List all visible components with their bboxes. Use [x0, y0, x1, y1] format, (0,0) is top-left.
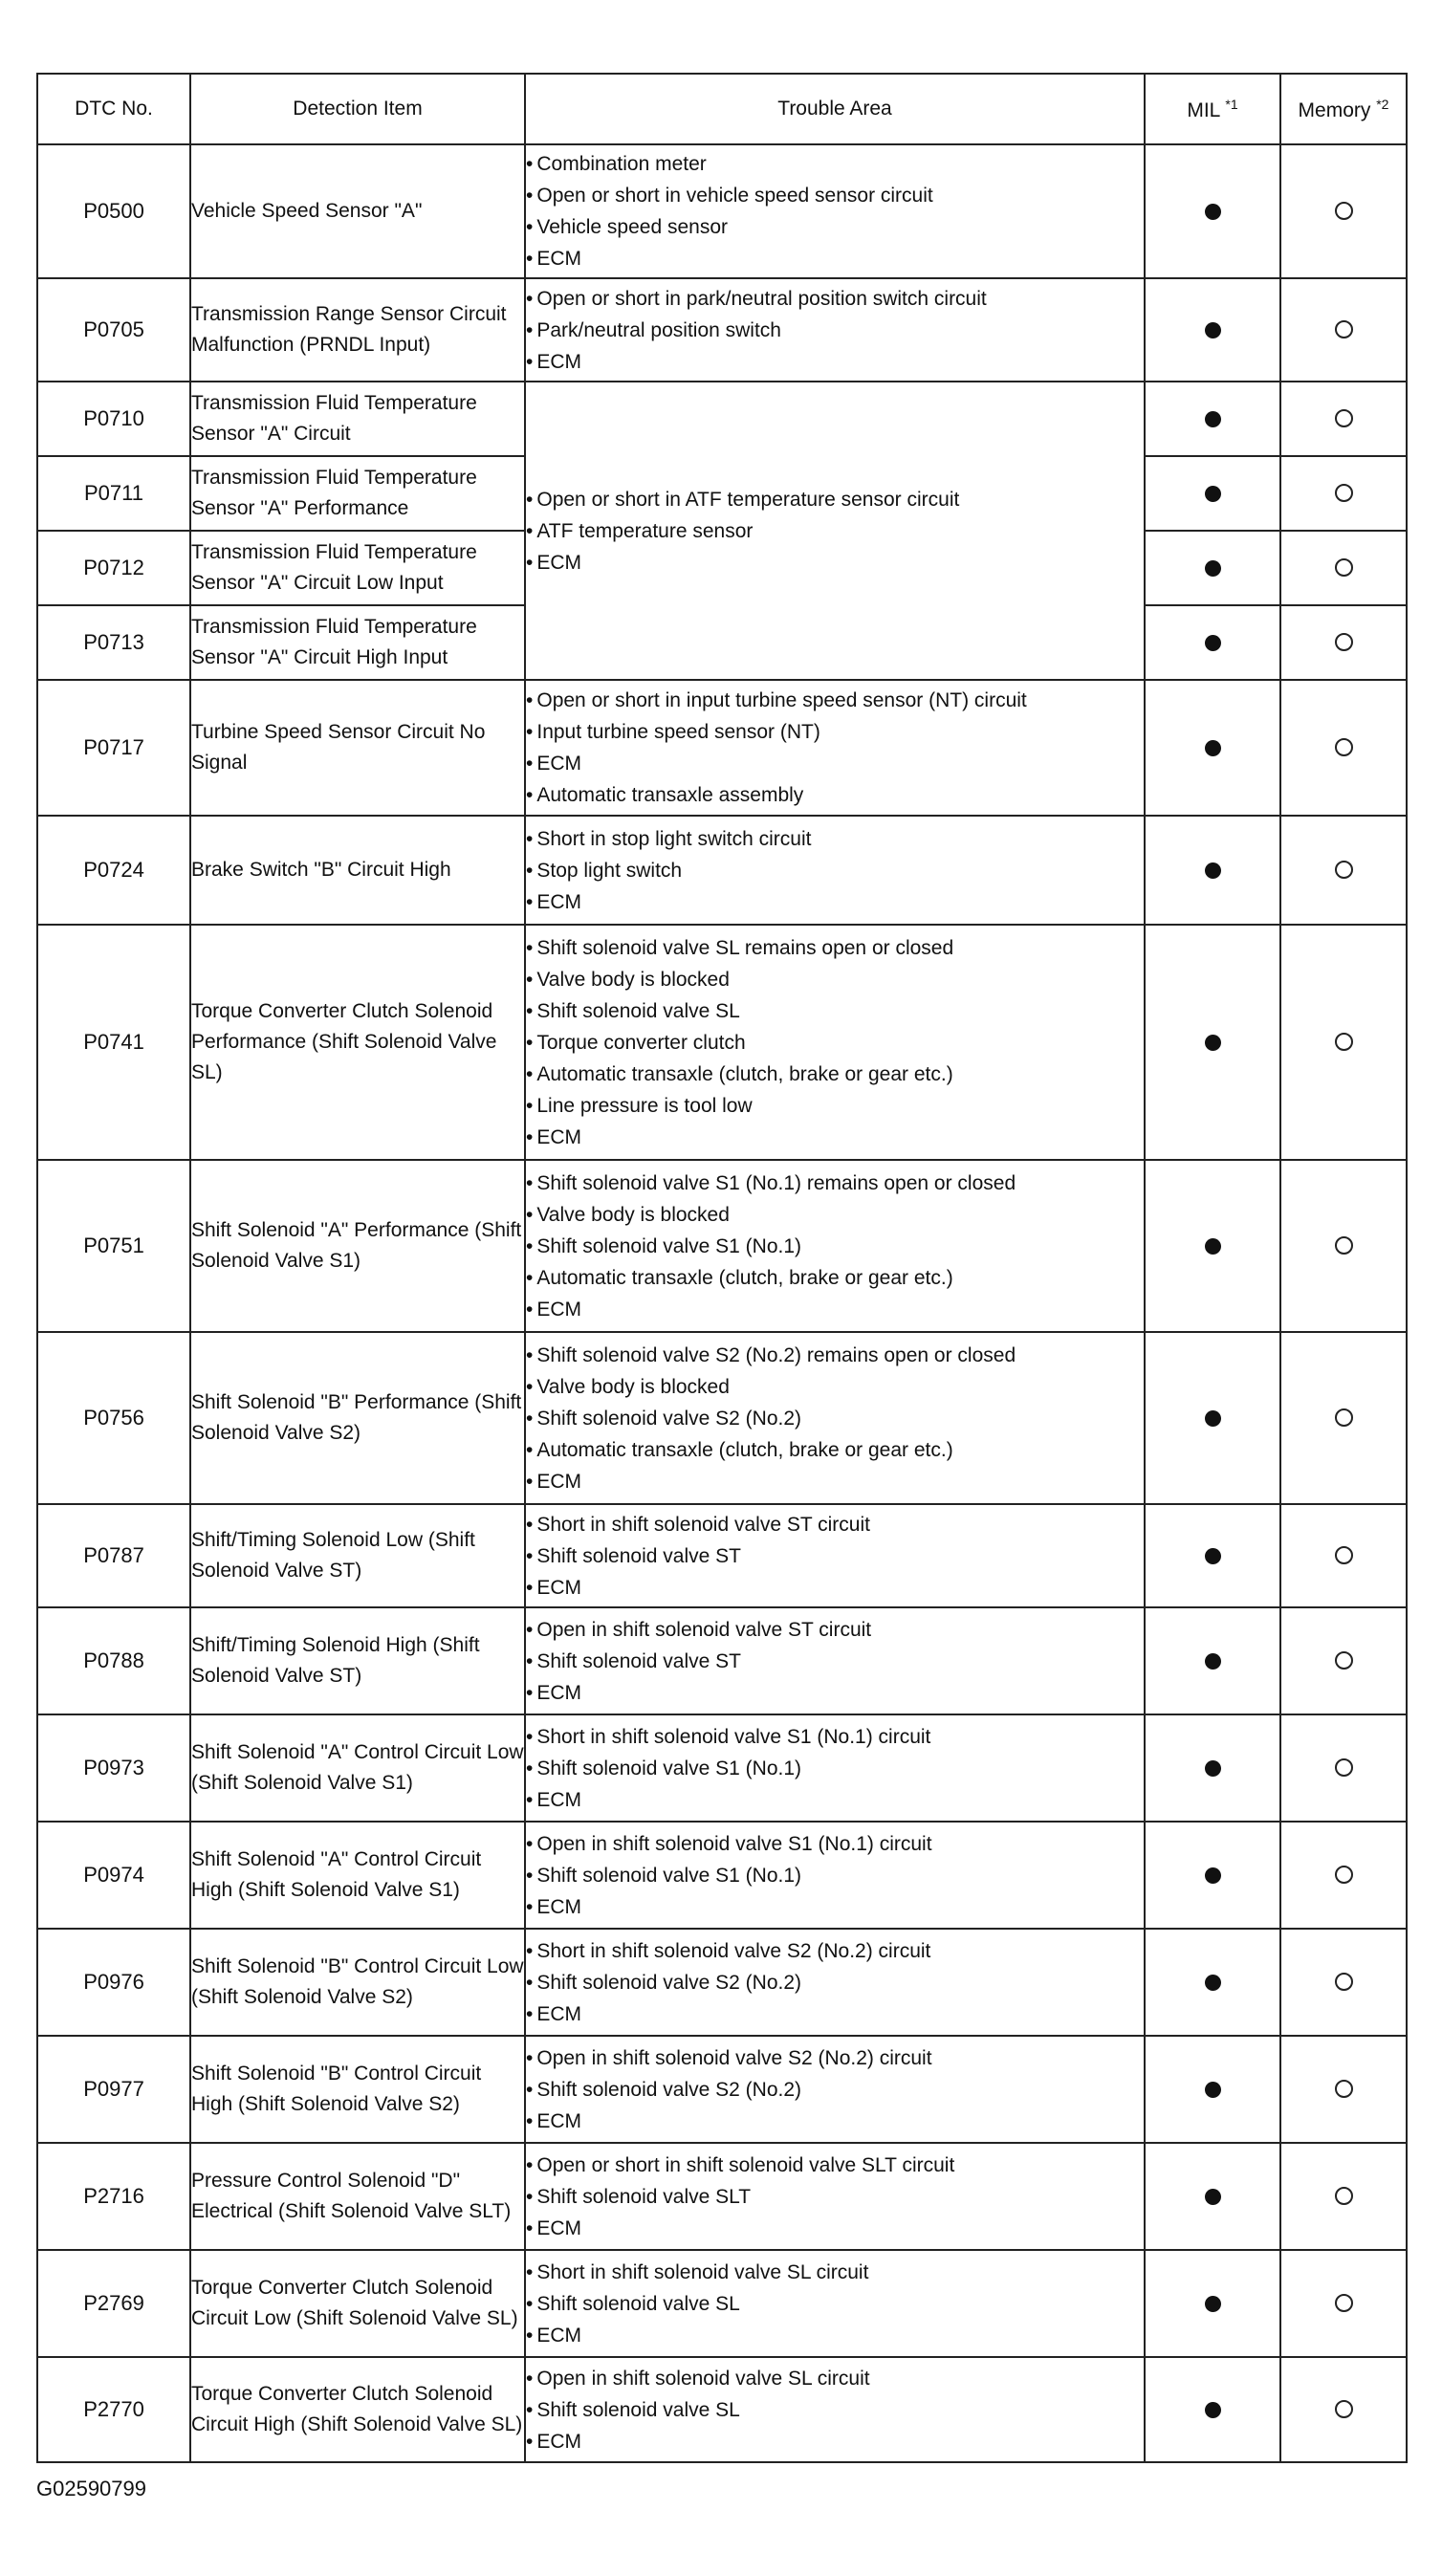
table-row — [37, 1929, 1407, 2036]
table-row — [37, 1332, 1407, 1504]
trouble-area-item: • Shift solenoid valve S1 (No.1) remains open or closed — [526, 1168, 1144, 1199]
detection-item: Pressure Control Solenoid "D" Electrical (Shift Solenoid Valve SLT) — [190, 2143, 525, 2250]
trouble-area-item: • Shift solenoid valve S1 (No.1) — [526, 1753, 1144, 1784]
memory-cell — [1280, 1714, 1407, 1822]
trouble-area-item: • Line pressure is tool low — [526, 1090, 1144, 1122]
trouble-area-item: • Open in shift solenoid valve SL circuit — [526, 2363, 1144, 2394]
mil-lit-icon — [1205, 204, 1221, 220]
trouble-area-item: • ECM — [526, 1294, 1144, 1325]
memory-stored-icon — [1335, 202, 1353, 220]
dtc-code: P0787 — [37, 1504, 190, 1607]
mil-lit-icon — [1205, 862, 1221, 879]
trouble-area-item: • Shift solenoid valve SLT — [526, 2181, 1144, 2213]
table-row — [37, 816, 1407, 925]
trouble-area-item: • Short in shift solenoid valve S1 (No.1) circuit — [526, 1721, 1144, 1753]
mil-cell — [1145, 1607, 1280, 1714]
mil-lit-icon — [1205, 1410, 1221, 1427]
table-row — [37, 2357, 1407, 2462]
mil-lit-icon — [1205, 2402, 1221, 2418]
trouble-area-item: • ECM — [526, 886, 1144, 918]
memory-stored-icon — [1335, 409, 1353, 427]
detection-item: Vehicle Speed Sensor "A" — [190, 144, 525, 278]
dtc-code: P0976 — [37, 1929, 190, 2036]
trouble-area-item: • Shift solenoid valve S2 (No.2) — [526, 1967, 1144, 1998]
trouble-area — [525, 2143, 1145, 2250]
trouble-area — [525, 2357, 1145, 2462]
detection-item: Shift Solenoid "B" Control Circuit High (Shift Solenoid Valve S2) — [190, 2036, 525, 2143]
memory-stored-icon — [1335, 1236, 1353, 1255]
trouble-area-item: • Open in shift solenoid valve S2 (No.2) circuit — [526, 2042, 1144, 2074]
mil-cell — [1145, 1160, 1280, 1332]
memory-footnote-marker: *2 — [1376, 96, 1389, 112]
detection-item: Shift/Timing Solenoid Low (Shift Solenoid Valve ST) — [190, 1504, 525, 1607]
memory-stored-icon — [1335, 1651, 1353, 1670]
header-memory: Memory $^{*2}$ — [1280, 74, 1407, 144]
detection-item: Shift Solenoid "B" Performance (Shift Solenoid Valve S2) — [190, 1332, 525, 1504]
mil-cell — [1145, 531, 1280, 605]
trouble-area-item: • ECM — [526, 2320, 1144, 2351]
trouble-area-item: • Shift solenoid valve S2 (No.2) — [526, 1403, 1144, 1434]
trouble-area — [525, 1607, 1145, 1714]
memory-stored-icon — [1335, 1546, 1353, 1564]
memory-stored-icon — [1335, 633, 1353, 651]
trouble-area-item: • Valve body is blocked — [526, 1199, 1144, 1231]
table-row — [37, 1607, 1407, 1714]
table-row — [37, 1822, 1407, 1929]
trouble-area-item: • Short in shift solenoid valve S2 (No.2) circuit — [526, 1935, 1144, 1967]
trouble-area-item: • Open or short in input turbine speed sensor (NT) circuit — [526, 685, 1144, 716]
memory-cell — [1280, 605, 1407, 680]
trouble-area-item: • ECM — [526, 1891, 1144, 1923]
trouble-area — [525, 680, 1145, 816]
trouble-area-item: • ECM — [526, 243, 1144, 274]
dtc-code: P0756 — [37, 1332, 190, 1504]
memory-stored-icon — [1335, 2294, 1353, 2312]
dtc-code: P0751 — [37, 1160, 190, 1332]
trouble-area-item: • Park/neutral position switch — [526, 315, 1144, 346]
mil-cell — [1145, 456, 1280, 531]
memory-cell — [1280, 2250, 1407, 2357]
trouble-area-item: • Shift solenoid valve S2 (No.2) — [526, 2074, 1144, 2106]
trouble-area-item: • Vehicle speed sensor — [526, 211, 1144, 243]
mil-lit-icon — [1205, 1975, 1221, 1991]
trouble-area-item: • Shift solenoid valve S1 (No.1) — [526, 1860, 1144, 1891]
header-detection-item: Detection Item — [190, 74, 525, 144]
trouble-area-item: • Shift solenoid valve ST — [526, 1540, 1144, 1572]
mil-lit-icon — [1205, 2189, 1221, 2205]
dtc-code: P2770 — [37, 2357, 190, 2462]
dtc-code: P0977 — [37, 2036, 190, 2143]
mil-lit-icon — [1205, 411, 1221, 427]
table-row — [37, 144, 1407, 278]
trouble-area-item: • Automatic transaxle (clutch, brake or gear etc.) — [526, 1262, 1144, 1294]
mil-lit-icon — [1205, 2296, 1221, 2312]
trouble-area — [525, 2250, 1145, 2357]
mil-lit-icon — [1205, 635, 1221, 651]
trouble-area — [525, 1929, 1145, 2036]
trouble-area-item: • ECM — [526, 547, 1144, 579]
mil-cell — [1145, 1332, 1280, 1504]
memory-stored-icon — [1335, 1033, 1353, 1051]
trouble-area-item: • Combination meter — [526, 148, 1144, 180]
memory-cell — [1280, 382, 1407, 456]
mil-cell — [1145, 1822, 1280, 1929]
memory-stored-icon — [1335, 2187, 1353, 2205]
trouble-area-item: • Shift solenoid valve S1 (No.1) — [526, 1231, 1144, 1262]
mil-lit-icon — [1205, 322, 1221, 338]
trouble-area-item: • ECM — [526, 1572, 1144, 1604]
memory-stored-icon — [1335, 484, 1353, 502]
trouble-area-item: • Automatic transaxle (clutch, brake or gear etc.) — [526, 1059, 1144, 1090]
header-mil: MIL $^{*1}$ — [1145, 74, 1280, 144]
dtc-code: P0974 — [37, 1822, 190, 1929]
dtc-code: P0500 — [37, 144, 190, 278]
detection-item: Transmission Fluid Temperature Sensor "A" Circuit — [190, 382, 525, 456]
memory-stored-icon — [1335, 1758, 1353, 1777]
detection-item: Shift Solenoid "B" Control Circuit Low (Shift Solenoid Valve S2) — [190, 1929, 525, 2036]
memory-stored-icon — [1335, 1866, 1353, 1884]
header-trouble-area: Trouble Area — [525, 74, 1145, 144]
trouble-area — [525, 2036, 1145, 2143]
memory-cell — [1280, 1929, 1407, 2036]
dtc-code: P0788 — [37, 1607, 190, 1714]
table-row — [37, 1714, 1407, 1822]
mil-lit-icon — [1205, 1867, 1221, 1884]
trouble-area — [525, 1504, 1145, 1607]
trouble-area-item: • ECM — [526, 1998, 1144, 2030]
trouble-area — [525, 816, 1145, 925]
detection-item: Transmission Fluid Temperature Sensor "A" Performance — [190, 456, 525, 531]
detection-item: Torque Converter Clutch Solenoid Performance (Shift Solenoid Valve SL) — [190, 925, 525, 1160]
memory-cell — [1280, 1332, 1407, 1504]
trouble-area-item: • Open in shift solenoid valve S1 (No.1) circuit — [526, 1828, 1144, 1860]
memory-cell — [1280, 456, 1407, 531]
dtc-code: P0973 — [37, 1714, 190, 1822]
mil-cell — [1145, 2357, 1280, 2462]
memory-stored-icon — [1335, 558, 1353, 577]
table-row — [37, 680, 1407, 816]
trouble-area-item: • ECM — [526, 1784, 1144, 1816]
trouble-area-item: • ECM — [526, 1466, 1144, 1497]
table-body — [37, 144, 1407, 2462]
trouble-area-item: • Shift solenoid valve S2 (No.2) remains open or closed — [526, 1340, 1144, 1371]
mil-cell — [1145, 816, 1280, 925]
mil-lit-icon — [1205, 1760, 1221, 1777]
mil-lit-icon — [1205, 2082, 1221, 2098]
mil-cell — [1145, 1504, 1280, 1607]
trouble-area-item: • Open or short in ATF temperature sensor circuit — [526, 484, 1144, 515]
detection-item: Brake Switch "B" Circuit High — [190, 816, 525, 925]
trouble-area-item: • Open or short in shift solenoid valve SLT circuit — [526, 2150, 1144, 2181]
detection-item: Shift Solenoid "A" Control Circuit High (Shift Solenoid Valve S1) — [190, 1822, 525, 1929]
figure-id: G02590799 — [36, 2477, 146, 2500]
trouble-area — [525, 144, 1145, 278]
trouble-area-item: • ECM — [526, 2426, 1144, 2457]
memory-cell — [1280, 531, 1407, 605]
dtc-code: P0712 — [37, 531, 190, 605]
memory-stored-icon — [1335, 1408, 1353, 1427]
trouble-area — [525, 1332, 1145, 1504]
memory-cell — [1280, 278, 1407, 382]
trouble-area — [525, 1714, 1145, 1822]
detection-item: Shift/Timing Solenoid High (Shift Solenoid Valve ST) — [190, 1607, 525, 1714]
memory-stored-icon — [1335, 320, 1353, 338]
memory-cell — [1280, 2357, 1407, 2462]
trouble-area-item: • Input turbine speed sensor (NT) — [526, 716, 1144, 748]
trouble-area-item: • ECM — [526, 2106, 1144, 2137]
detection-item: Turbine Speed Sensor Circuit No Signal — [190, 680, 525, 816]
memory-stored-icon — [1335, 861, 1353, 879]
trouble-area-item: • ECM — [526, 748, 1144, 779]
table-row — [37, 2036, 1407, 2143]
mil-cell — [1145, 382, 1280, 456]
trouble-area-item: • ECM — [526, 2213, 1144, 2244]
table-row — [37, 925, 1407, 1160]
table-row — [37, 382, 1407, 456]
mil-cell — [1145, 1929, 1280, 2036]
trouble-area-item: • Short in shift solenoid valve ST circuit — [526, 1509, 1144, 1540]
memory-stored-icon — [1335, 2080, 1353, 2098]
trouble-area-item: • Stop light switch — [526, 855, 1144, 886]
mil-cell — [1145, 2036, 1280, 2143]
trouble-area-item: • Torque converter clutch — [526, 1027, 1144, 1059]
trouble-area-item: • Shift solenoid valve SL — [526, 995, 1144, 1027]
detection-item: Transmission Fluid Temperature Sensor "A" Circuit Low Input — [190, 531, 525, 605]
table-header-row — [37, 74, 1407, 144]
table-row — [37, 2250, 1407, 2357]
memory-cell — [1280, 144, 1407, 278]
detection-item: Transmission Fluid Temperature Sensor "A" Circuit High Input — [190, 605, 525, 680]
trouble-area — [525, 278, 1145, 382]
trouble-area — [525, 925, 1145, 1160]
mil-cell — [1145, 925, 1280, 1160]
mil-cell — [1145, 2250, 1280, 2357]
memory-cell — [1280, 1607, 1407, 1714]
memory-cell — [1280, 2143, 1407, 2250]
trouble-area-item: • Open or short in vehicle speed sensor circuit — [526, 180, 1144, 211]
memory-cell — [1280, 925, 1407, 1160]
dtc-code: P2769 — [37, 2250, 190, 2357]
detection-item: Shift Solenoid "A" Performance (Shift Solenoid Valve S1) — [190, 1160, 525, 1332]
header-dtc-no: DTC No. — [37, 74, 190, 144]
mil-lit-icon — [1205, 740, 1221, 756]
trouble-area-item: • Automatic transaxle assembly — [526, 779, 1144, 811]
dtc-code: P2716 — [37, 2143, 190, 2250]
trouble-area-item: • Open or short in park/neutral position switch circuit — [526, 283, 1144, 315]
detection-item: Transmission Range Sensor Circuit Malfunction (PRNDL Input) — [190, 278, 525, 382]
trouble-area-item: • Short in stop light switch circuit — [526, 823, 1144, 855]
memory-cell — [1280, 1160, 1407, 1332]
detection-item: Torque Converter Clutch Solenoid Circuit Low (Shift Solenoid Valve SL) — [190, 2250, 525, 2357]
memory-stored-icon — [1335, 2400, 1353, 2418]
trouble-area-item: • Valve body is blocked — [526, 1371, 1144, 1403]
trouble-area-item: • ATF temperature sensor — [526, 515, 1144, 547]
trouble-area — [525, 1822, 1145, 1929]
memory-cell — [1280, 680, 1407, 816]
dtc-code: P0724 — [37, 816, 190, 925]
trouble-area-item: • Valve body is blocked — [526, 964, 1144, 995]
detection-item: Shift Solenoid "A" Control Circuit Low (Shift Solenoid Valve S1) — [190, 1714, 525, 1822]
trouble-area-item: • Short in shift solenoid valve SL circuit — [526, 2257, 1144, 2288]
trouble-area — [525, 1160, 1145, 1332]
dtc-code: P0717 — [37, 680, 190, 816]
memory-cell — [1280, 1504, 1407, 1607]
trouble-area-item: • Open in shift solenoid valve ST circuit — [526, 1614, 1144, 1646]
mil-cell — [1145, 605, 1280, 680]
dtc-code: P0741 — [37, 925, 190, 1160]
dtc-code: P0710 — [37, 382, 190, 456]
trouble-area-item: • Shift solenoid valve SL remains open or closed — [526, 932, 1144, 964]
trouble-area-item: • ECM — [526, 1677, 1144, 1709]
mil-lit-icon — [1205, 1035, 1221, 1051]
mil-lit-icon — [1205, 1238, 1221, 1255]
table-row — [37, 278, 1407, 382]
table-row — [37, 1504, 1407, 1607]
mil-lit-icon — [1205, 1548, 1221, 1564]
mil-cell — [1145, 1714, 1280, 1822]
trouble-area-atf-group — [525, 382, 1145, 680]
detection-item: Torque Converter Clutch Solenoid Circuit High (Shift Solenoid Valve SL) — [190, 2357, 525, 2462]
memory-cell — [1280, 816, 1407, 925]
mil-cell — [1145, 2143, 1280, 2250]
dtc-code: P0711 — [37, 456, 190, 531]
trouble-area-item: • Shift solenoid valve SL — [526, 2288, 1144, 2320]
memory-stored-icon — [1335, 1973, 1353, 1991]
table-row — [37, 1160, 1407, 1332]
memory-cell — [1280, 2036, 1407, 2143]
mil-cell — [1145, 680, 1280, 816]
dtc-code: P0713 — [37, 605, 190, 680]
trouble-area-item: • Shift solenoid valve SL — [526, 2394, 1144, 2426]
trouble-area-item: • ECM — [526, 346, 1144, 378]
trouble-area-item: • Automatic transaxle (clutch, brake or gear etc.) — [526, 1434, 1144, 1466]
mil-cell — [1145, 144, 1280, 278]
mil-cell — [1145, 278, 1280, 382]
mil-lit-icon — [1205, 560, 1221, 577]
trouble-area-item: • ECM — [526, 1122, 1144, 1153]
trouble-area-item: • Shift solenoid valve ST — [526, 1646, 1144, 1677]
mil-lit-icon — [1205, 486, 1221, 502]
memory-cell — [1280, 1822, 1407, 1929]
dtc-code: P0705 — [37, 278, 190, 382]
mil-footnote-marker: *1 — [1225, 96, 1238, 112]
table-row — [37, 2143, 1407, 2250]
memory-stored-icon — [1335, 738, 1353, 756]
mil-lit-icon — [1205, 1653, 1221, 1670]
dtc-table — [36, 73, 1408, 2463]
